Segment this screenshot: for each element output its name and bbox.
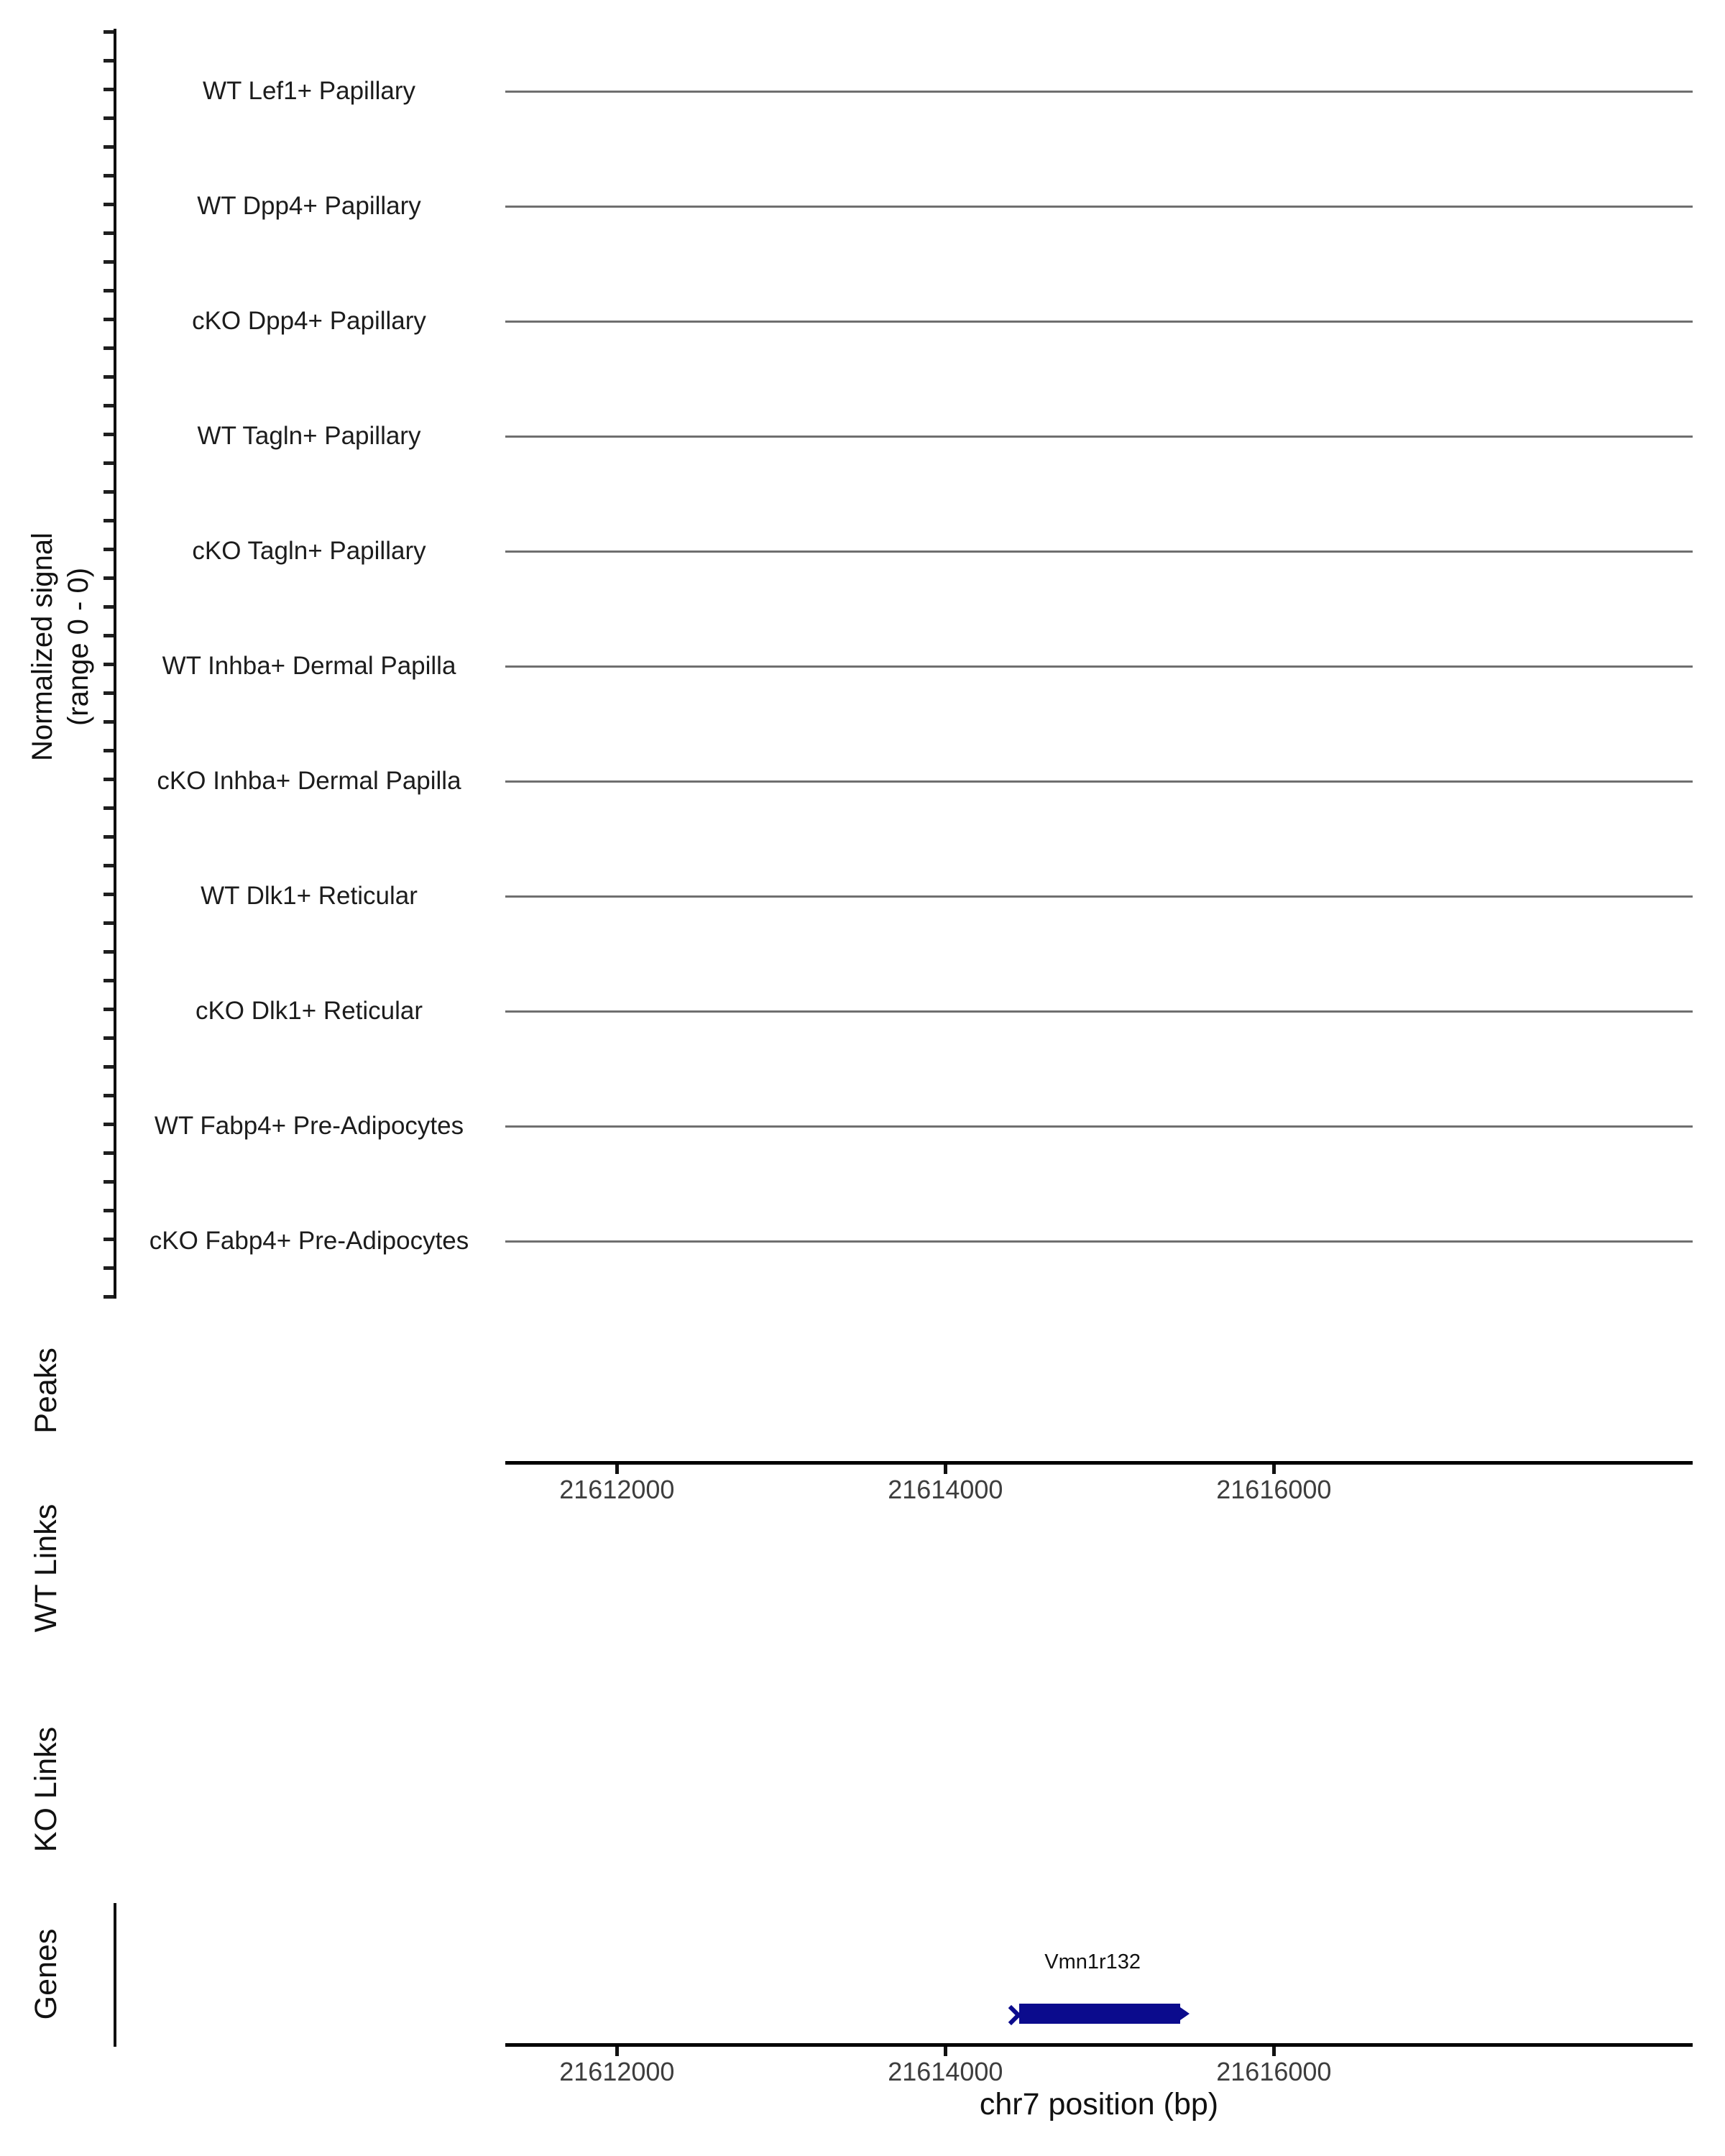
track-signal-line	[505, 550, 1693, 553]
track-row	[0, 494, 1725, 609]
x-axis-tick	[615, 2047, 619, 2056]
gene-arrow-tip-icon	[1180, 2007, 1190, 2020]
gene-label: Vmn1r132	[1044, 1950, 1141, 1973]
tracks	[0, 34, 1725, 1299]
track-label: cKO Inhba+ Dermal Papilla	[157, 767, 461, 795]
track-signal-line	[505, 91, 1693, 93]
y-axis-label-line2: (range 0 - 0)	[63, 567, 94, 727]
track-label: WT Tagln+ Papillary	[197, 422, 421, 450]
track-label: WT Inhba+ Dermal Papilla	[162, 652, 456, 680]
track-label: WT Lef1+ Papillary	[202, 77, 415, 105]
track-row	[0, 724, 1725, 839]
track-signal-line	[505, 665, 1693, 668]
track-signal-line	[505, 780, 1693, 783]
track-row	[0, 839, 1725, 954]
track-row	[0, 149, 1725, 264]
track-signal-line	[505, 436, 1693, 438]
track-label: WT Dpp4+ Papillary	[197, 192, 421, 220]
track-signal-line	[505, 1240, 1693, 1243]
track-row	[0, 264, 1725, 379]
x-axis-tick	[1272, 2047, 1276, 2056]
x-axis-tick-label: 21614000	[888, 2057, 1003, 2086]
axis-line	[505, 1461, 1693, 1465]
track-signal-line	[505, 895, 1693, 898]
track-row	[0, 1184, 1725, 1299]
x-axis-tick	[615, 1465, 619, 1474]
axis-line	[505, 2043, 1693, 2047]
track-row	[0, 609, 1725, 724]
track-row	[0, 1069, 1725, 1184]
x-axis-tick-label: 21614000	[888, 1475, 1003, 1504]
gene-strand-chevron-icon	[1001, 2005, 1021, 2025]
x-axis-tick	[1272, 1465, 1276, 1474]
track-row	[0, 954, 1725, 1069]
genes-axis-line	[114, 1903, 116, 2047]
x-axis-tick-label: 21616000	[1216, 2057, 1332, 2086]
track-label: cKO Dlk1+ Reticular	[195, 997, 423, 1025]
y-axis-label-line1: Normalized signal	[27, 533, 58, 761]
x-axis-tick-label: 21612000	[559, 1475, 675, 1504]
track-signal-line	[505, 1125, 1693, 1128]
track-label: cKO Tagln+ Papillary	[192, 537, 426, 565]
track-label: cKO Dpp4+ Papillary	[192, 307, 426, 335]
track-row	[0, 34, 1725, 149]
x-axis-tick-label: 21612000	[559, 2057, 675, 2086]
track-signal-line	[505, 206, 1693, 208]
track-signal-line	[505, 1010, 1693, 1013]
x-axis-tick	[944, 1465, 947, 1474]
track-signal-line	[505, 321, 1693, 323]
track-label: WT Fabp4+ Pre-Adipocytes	[154, 1112, 464, 1140]
track-label: cKO Fabp4+ Pre-Adipocytes	[149, 1227, 469, 1255]
track-label: WT Dlk1+ Reticular	[201, 882, 418, 910]
x-axis-title: chr7 position (bp)	[979, 2087, 1219, 2122]
gene-body	[1019, 2004, 1180, 2024]
track-row	[0, 379, 1725, 494]
x-axis-tick	[944, 2047, 947, 2056]
x-axis-tick-label: 21616000	[1216, 1475, 1332, 1504]
